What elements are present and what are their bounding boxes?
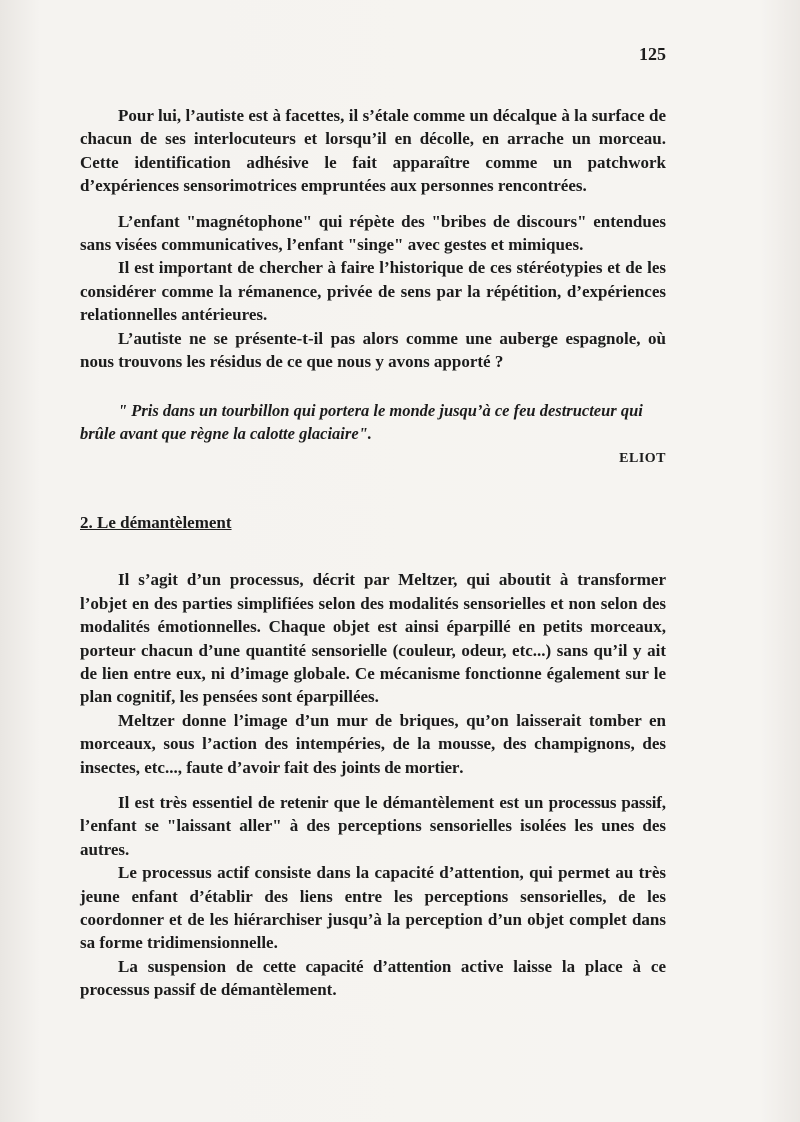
- paragraph: L’enfant "magnétophone" qui répète des "bribes de discours" entendues sans visées communicatives, l’enfant "singe" avec gestes et mimiques.: [80, 211, 666, 255]
- section-heading: 2. Le démantèlement: [80, 512, 232, 532]
- text-run: .: [459, 757, 464, 777]
- text-run: La suspension de: [118, 956, 263, 976]
- paragraph: [80, 709, 666, 779]
- page-number: 125: [639, 44, 666, 64]
- paragraph: Le processus actif consiste dans la capacité d’attention, qui permet au très jeune enfant d’établir des liens entre les perceptions sensorielles, de les coordonner et de les hiérarchiser jusqu’à la perception d’un objet complet dans sa forme tridimensionnelle.: [80, 863, 666, 953]
- paragraph: Pour lui, l’autiste est à facettes, il s’étale comme un décalque à la surface de chacun de ses interlocuteurs et lorsqu’il en décolle, en arrache un morceau. Cette identification adhésive le fait apparaître comme un patchwork d’expériences sensorimotrices empruntées aux personnes rencontrées.: [80, 106, 666, 196]
- paragraph: Il s’agit d’un processus, décrit par Meltzer, qui aboutit à transformer l’objet en des parties simplifiées selon des modalités sensorielles et non selon des modalités émotionnelles. Chaque objet est ainsi éparpillé en petits morceaux, porteur chacun d’une quantité sensorielle (couleur, odeur, etc...) sans qu’il y ait de lien entre eux, ni d’image globale. Ce mécanisme fonctionne également sur le plan cognitif, les pensées sont éparpillées.: [80, 570, 666, 707]
- epigraph-quote: " Pris dans un tourbillon qui portera le monde jusqu’à ce feu destructeur qui brûle avant que règne la calotte glaciaire".: [80, 401, 643, 444]
- text-run: , l’enfant se "laissant aller" à des perceptions sensorielles isolées les unes des autres.: [80, 792, 666, 859]
- paragraph: L’autiste ne se présente-t-il pas alors comme une auberge espagnole, où nous trouvons les résidus de ce que nous y avons apporté ?: [80, 328, 666, 372]
- text-run: que le démantèlement est un: [328, 792, 549, 812]
- emphasis-text: processus passif: [548, 792, 662, 812]
- emphasis-text: joints de mortier: [340, 757, 460, 777]
- page-body: [80, 104, 666, 1002]
- emphasis-text: cette capacité d’attention: [262, 956, 452, 976]
- quote-author: ELIOT: [619, 451, 666, 467]
- paragraph: [80, 791, 666, 861]
- text-run: Meltzer donne l’image d’un mur de briques, qu’on laisserait tomber en morceaux, sous l’action des intempéries, de la mousse, des champignons, des insectes, etc..., faute d’avoir fait des: [80, 710, 666, 777]
- paragraph: Il est important de chercher à faire l’historique de ces stéréotypies et de les considérer comme la rémanence, privée de sens par la répétition, d’expériences relationnelles antérieures.: [80, 258, 666, 325]
- text-run: Il est très essentiel de: [118, 792, 281, 812]
- text-run: active laisse la place à ce processus passif de démantèlement.: [80, 956, 666, 1000]
- paragraph: [80, 955, 666, 1002]
- emphasis-text: retenir: [280, 792, 329, 812]
